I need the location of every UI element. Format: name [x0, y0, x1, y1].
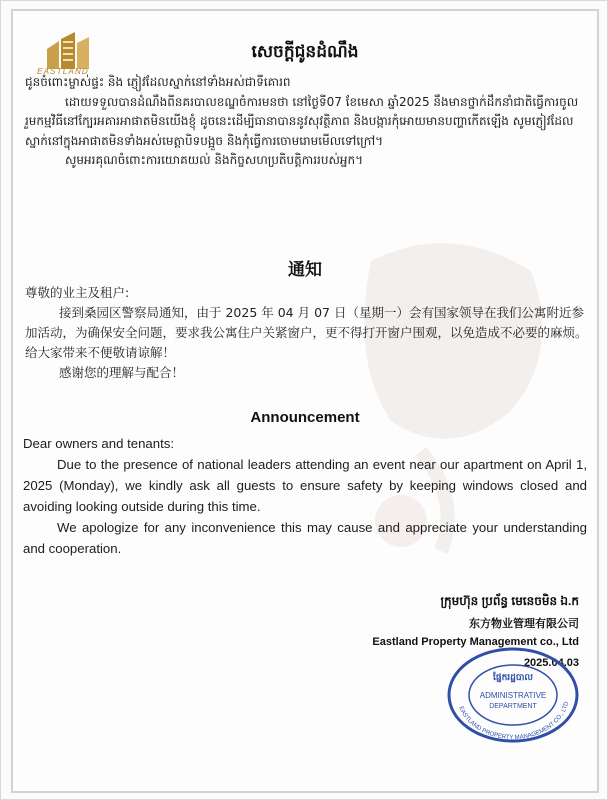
english-body: Due to the presence of national leaders attending an event near our apartment on April 1, 2025 (Monday), we kindly ask all guests to ensure safety by keeping windows closed and avoiding looking outside during this time.	[23, 457, 587, 514]
chinese-thanks: 感谢您的理解与配合！	[59, 365, 185, 380]
english-title: Announcement	[250, 409, 360, 426]
logo-text: EASTLAND	[37, 67, 89, 76]
chinese-section	[25, 283, 589, 383]
chinese-title: 通知	[288, 260, 322, 280]
signature-company-english: Eastland Property Management co., Ltd	[372, 636, 579, 648]
stamp-line2: DEPARTMENT	[489, 703, 537, 710]
english-section	[23, 433, 587, 559]
chinese-body: 接到桑园区警察局通知，由于 2025 年 04 月 07 日（星期一）会有国家领导在我们公寓附近参加活动，为确保安全问题，要求我公寓住户关紧窗户，更不得打开窗户围观，以免造成不必要的麻烦。给大家带来不便敬请谅解！	[25, 305, 588, 360]
stamp-ring-text: EASTLAND PROPERTY MANAGEMENT CO., LTD	[457, 701, 571, 742]
chinese-greeting: 尊敬的业主及租户:	[25, 285, 130, 300]
stamp-line1: ADMINISTRATIVE	[479, 691, 547, 700]
stamp-top-text: ផ្នែករដ្ឋបាល	[493, 673, 533, 683]
signature-company-chinese: 东方物业管理有限公司	[469, 618, 579, 630]
khmer-thanks: សូមអរគុណចំពោះការយោគយល់ និងកិច្ចសហប្រតិបត្តិការរបស់អ្នក។	[65, 153, 364, 167]
english-greeting: Dear owners and tenants:	[23, 436, 175, 451]
khmer-body: ដោយទទួលបានដំណឹងពីនគរបាលខណ្ឌចំការមនថា នៅថ្ងៃទី07 ខែមេសា ឆ្នាំ2025 នឹងមានថ្នាក់ដឹកនាំជាតិធ្វើការចូលរួមកម្មវិធីនៅក្បែរអគារអាផាតមិនយើងខ្ញុំ ដូចនេះដើម្បីធានាបាននូវសុវត្ថិភាព និងបង្ការកុំអោយមានបញ្ហាកើតឡើង សូមភ្ញៀវដែលស្នាក់នៅក្នុងអាផាតមិនទាំងអស់មេត្តាបិទបង្អួច និងកុំធ្វើការចោមរោមមើលទៅក្រៅ។	[25, 94, 579, 148]
company-stamp-icon	[445, 643, 581, 743]
english-apology: We apologize for any inconvenience this may cause and appreciate your understanding and cooperation.	[23, 520, 587, 556]
khmer-title: សេចក្តីជូនដំណឹង	[251, 42, 359, 62]
signature-date: 2025.04.03	[523, 657, 579, 669]
signature-company-khmer: ក្រុមហ៊ុន ប្រព័ន្ធ មេនេចមិន ឯ.ក	[440, 594, 579, 608]
khmer-greeting: ជូនចំពោះម្ចាស់ផ្ទះ និង ភ្ញៀវដែលស្នាក់នៅទាំងអស់ជាទីគោរព	[25, 75, 291, 89]
khmer-section	[25, 73, 585, 171]
